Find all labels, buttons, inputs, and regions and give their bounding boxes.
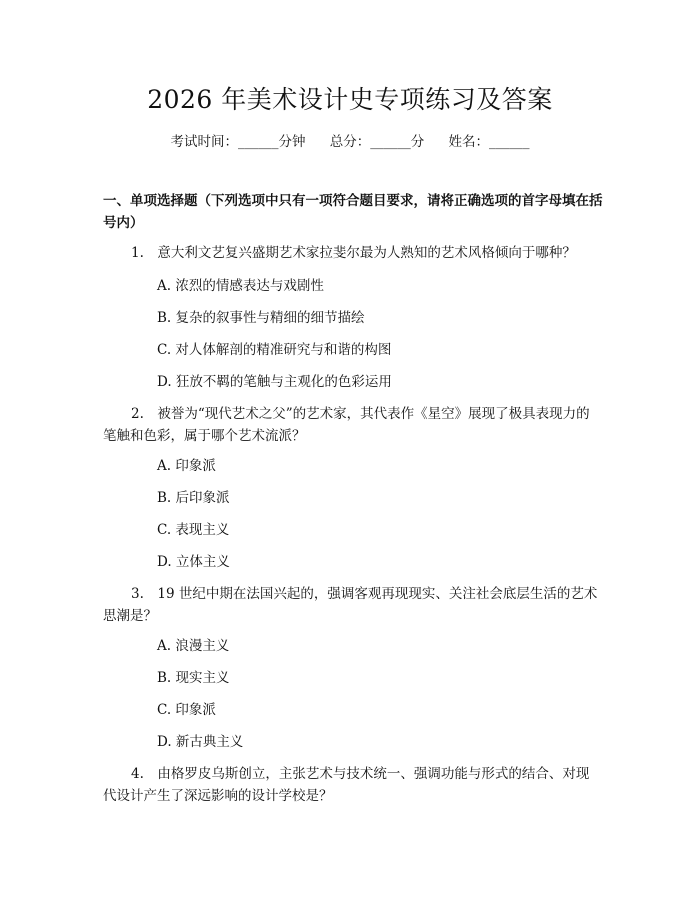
question-2-option-b: B. 后印象派 bbox=[157, 490, 230, 506]
question-3: 3. 19 世纪中期在法国兴起的，强调客观再现现实、关注社会底层生活的艺术思潮是？ bbox=[103, 586, 598, 624]
page-title: 2026 年美术设计史专项练习及答案 bbox=[147, 85, 553, 114]
question-1-option-b: B. 复杂的叙事性与精细的细节描绘 bbox=[157, 310, 365, 326]
exam-name: 姓名：______ bbox=[448, 134, 530, 150]
question-1-option-d: D. 狂放不羁的笔触与主观化的色彩运用 bbox=[157, 374, 392, 390]
question-1-option-a: A. 浓烈的情感表达与戏剧性 bbox=[157, 278, 324, 294]
question-3-option-c: C. 印象派 bbox=[157, 702, 216, 718]
question-1-option-c: C. 对人体解剖的精准研究与和谐的构图 bbox=[157, 342, 392, 358]
question-1: 1. 意大利文艺复兴盛期艺术家拉斐尔最为人熟知的艺术风格倾向于哪种？ bbox=[131, 245, 576, 261]
question-2: 2. 被誉为“现代艺术之父”的艺术家，其代表作《星空》展现了极具表现力的笔触和色彩，属于哪个艺术流派？ bbox=[103, 406, 590, 444]
exam-score: 总分：______分 bbox=[329, 134, 425, 150]
exam-time: 考试时间：______分钟 bbox=[170, 134, 306, 150]
question-3-option-b: B. 现实主义 bbox=[157, 670, 230, 686]
question-4: 4. 由格罗皮乌斯创立，主张艺术与技术统一、强调功能与形式的结合、对现代设计产生了深远影响的设计学校是？ bbox=[103, 766, 590, 804]
question-3-option-a: A. 浪漫主义 bbox=[157, 638, 230, 654]
question-2-option-d: D. 立体主义 bbox=[157, 554, 230, 570]
question-3-option-d: D. 新古典主义 bbox=[157, 734, 244, 750]
question-2-option-a: A. 印象派 bbox=[157, 458, 216, 474]
question-2-option-c: C. 表现主义 bbox=[157, 522, 230, 538]
section-heading: 一、单项选择题（下列选项中只有一项符合题目要求，请将正确选项的首字母填在括号内） bbox=[103, 193, 603, 231]
exam-meta bbox=[0, 130, 700, 150]
